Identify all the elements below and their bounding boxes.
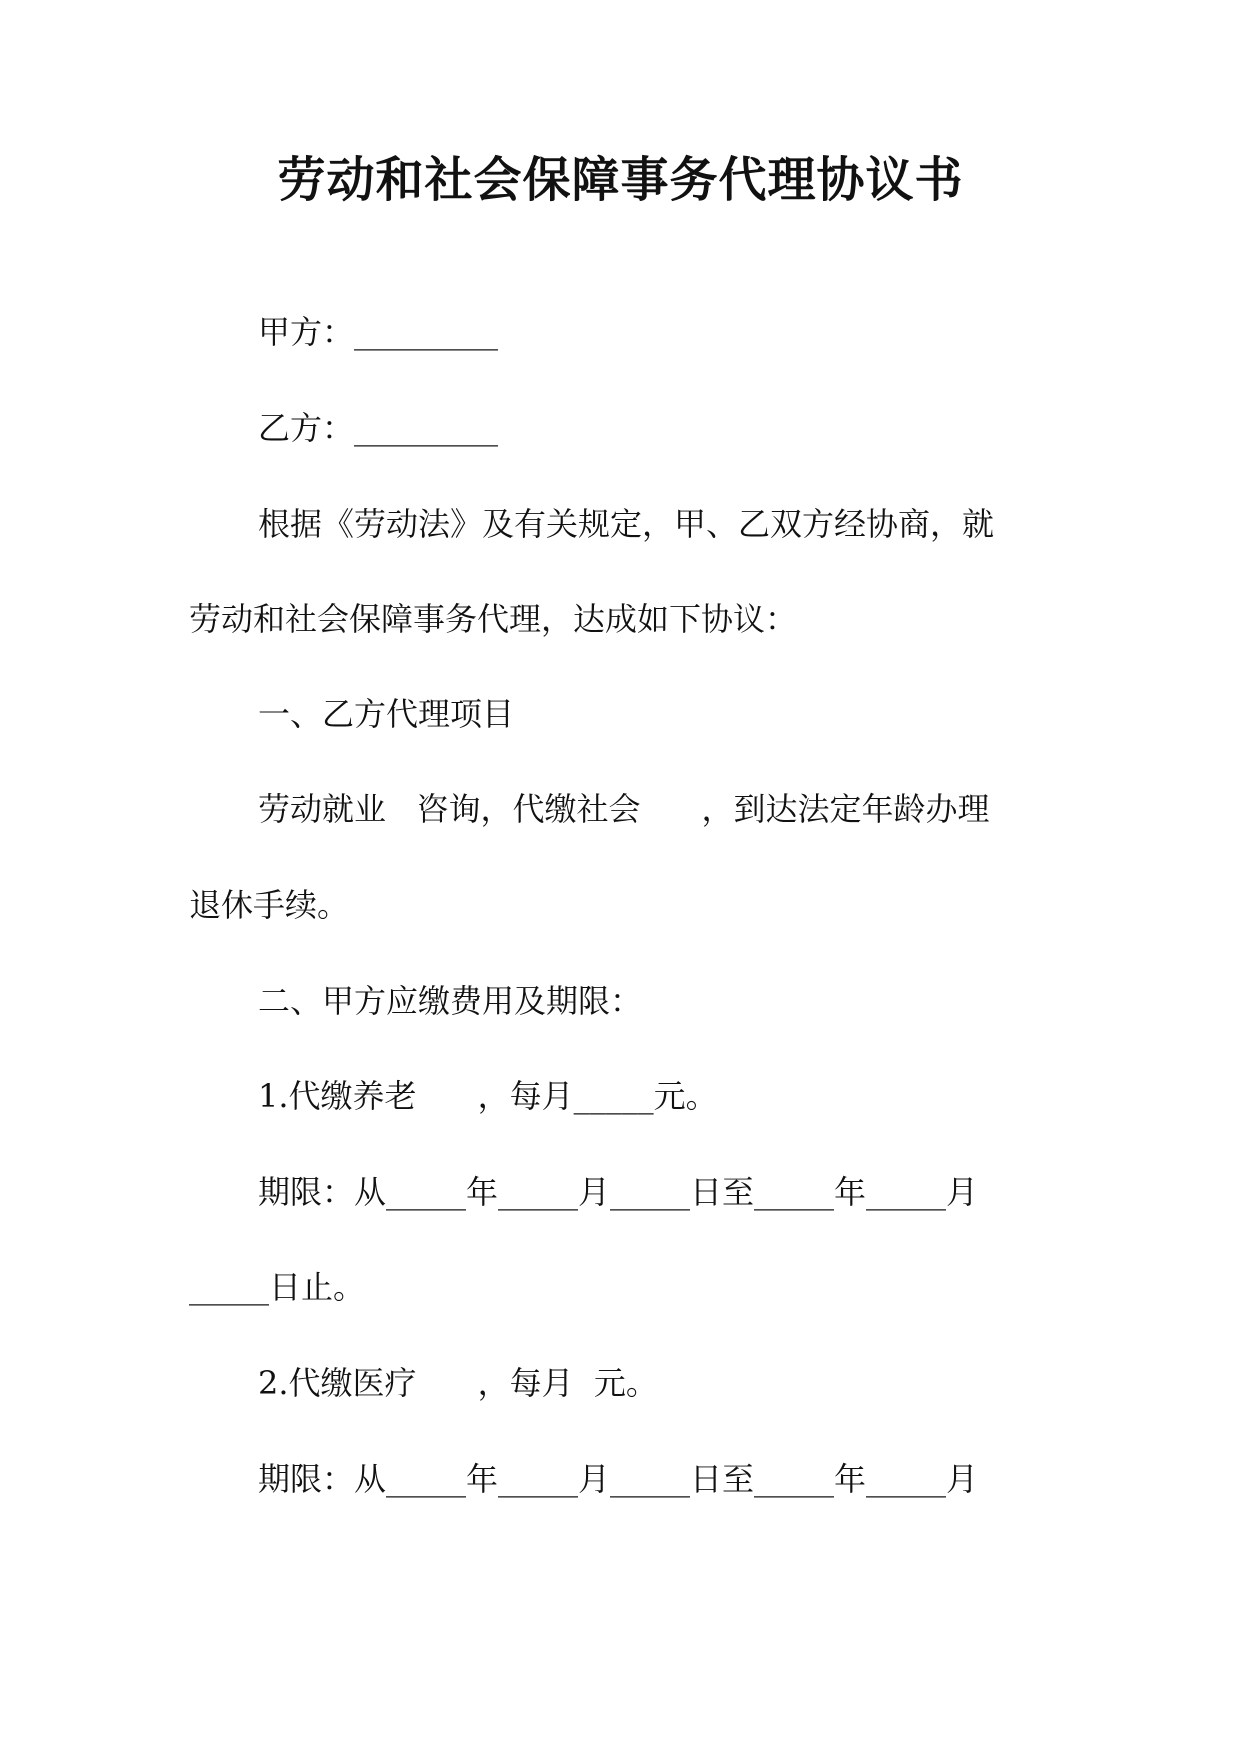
item-2-medical-line: 2.代缴医疗 ，每月 元。: [258, 1364, 658, 1402]
item-1-period-line-1: 期限：从_____年_____月_____日至_____年_____月: [258, 1173, 979, 1211]
item-2-period-line-1: 期限：从_____年_____月_____日至_____年_____月: [258, 1460, 979, 1498]
item-1-period-line-2: _____日止。: [189, 1268, 366, 1306]
preamble-line-1: 根据《劳动法》及有关规定，甲、乙双方经协商，就: [258, 505, 995, 543]
party-a-line: 甲方：_________: [258, 313, 499, 351]
section-1-body-line-1: 劳动就业 咨询，代缴社会 ，到达法定年龄办理: [258, 790, 990, 828]
preamble-line-2: 劳动和社会保障事务代理，达成如下协议：: [189, 600, 798, 638]
document-title: 劳动和社会保障事务代理协议书: [277, 152, 964, 208]
item-1-pension-line: 1.代缴养老 ，每月_____元。: [258, 1077, 718, 1115]
section-1-heading: 一、乙方代理项目: [258, 695, 515, 733]
section-2-heading: 二、甲方应缴费用及期限：: [258, 982, 643, 1020]
party-b-line: 乙方：_________: [258, 409, 499, 447]
section-1-body-line-2: 退休手续。: [189, 886, 350, 924]
